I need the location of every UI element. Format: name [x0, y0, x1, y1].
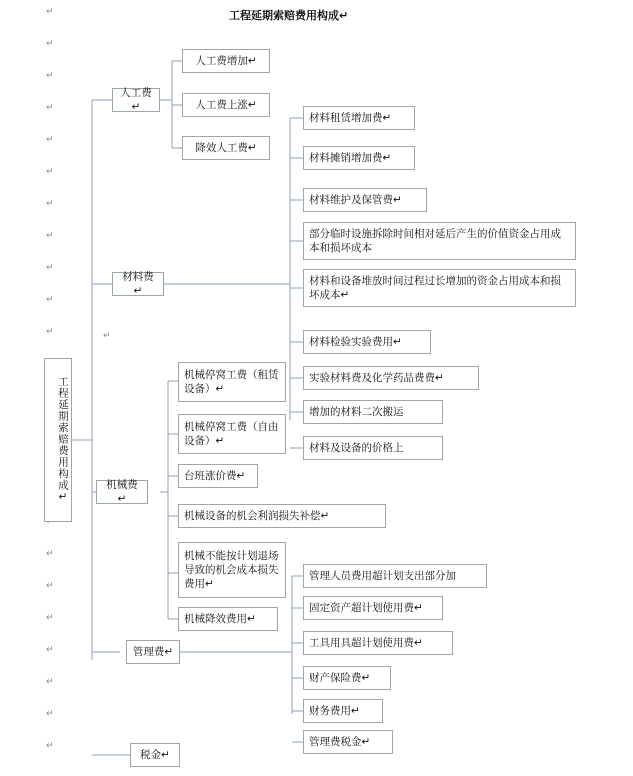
return-mark: ↵	[46, 580, 54, 590]
root-node-label: 工程延期索赔费用构成↵	[57, 376, 69, 504]
leaf-material-3[interactable]	[303, 222, 576, 260]
leaf-material-5-label: 材料检验实验费用↵	[309, 336, 402, 348]
category-labor-label: 人工费↵	[120, 87, 152, 113]
return-mark: ↵	[46, 326, 54, 336]
category-management-label: 管理费↵	[132, 646, 174, 658]
leaf-material-3-label: 部分临时设施拆除时间相对延后产生的价值资金占用成本和损坏成本	[309, 228, 561, 254]
leaf-material-8[interactable]	[303, 436, 443, 460]
return-mark: ↵	[46, 134, 54, 144]
leaf-labor-1-label: 人工费上涨↵	[195, 99, 257, 111]
leaf-machinery-3-label: 机械设备的机会利润损失补偿↵	[184, 510, 330, 522]
return-mark: ↵	[46, 548, 54, 558]
return-mark: ↵	[46, 708, 54, 718]
category-management[interactable]	[126, 640, 180, 664]
category-labor[interactable]	[112, 88, 160, 112]
leaf-management-4-label: 财务费用↵	[309, 705, 360, 717]
return-mark: ↵	[46, 166, 54, 176]
category-machinery-label: 机械费↵	[106, 479, 138, 505]
leaf-labor-1[interactable]	[182, 93, 270, 117]
return-mark: ↵	[46, 6, 54, 16]
leaf-management-2[interactable]	[303, 631, 453, 655]
leaf-management-2-label: 工具用具超计划使用费↵	[309, 637, 423, 649]
leaf-material-2-label: 材料维护及保管费↵	[309, 194, 402, 206]
return-mark: ↵	[46, 102, 54, 112]
return-mark: ↵	[46, 612, 54, 622]
leaf-machinery-4[interactable]	[178, 542, 286, 598]
leaf-machinery-0-label: 机械停窝工费（租赁设备）↵	[184, 369, 279, 395]
category-material-label: 材料费↵	[122, 271, 154, 297]
return-mark: ↵	[46, 740, 54, 750]
leaf-machinery-2-label: 台班涨价费↵	[184, 470, 246, 482]
return-mark: ↵	[46, 198, 54, 208]
leaf-machinery-1-label: 机械停窝工费（自由设备）↵	[184, 421, 279, 447]
leaf-management-1[interactable]	[303, 596, 443, 620]
return-mark: ↵	[46, 644, 54, 654]
page-title: 工程延期索赔费用构成↵	[229, 10, 349, 22]
leaf-material-4-label: 材料和设备堆放时间过程过长增加的资金占用成本和损坏成本↵	[309, 275, 561, 301]
leaf-material-7[interactable]	[303, 400, 443, 424]
leaf-material-1-label: 材料摊销增加费↵	[309, 152, 392, 164]
leaf-labor-0-label: 人工费增加↵	[195, 55, 257, 67]
leaf-material-7-label: 增加的材料二次搬运	[309, 406, 404, 418]
return-mark: ↵	[46, 294, 54, 304]
return-mark: ↵	[103, 330, 111, 340]
category-material[interactable]	[112, 272, 164, 296]
return-mark: ↵	[46, 262, 54, 272]
leaf-labor-2[interactable]	[182, 136, 270, 160]
leaf-machinery-4-label: 机械不能按计划退场导致的机会成本损失费用↵	[184, 550, 279, 590]
leaf-labor-2-label: 降效人工费↵	[195, 142, 257, 154]
category-tax-label: 税金↵	[140, 749, 170, 761]
leaf-material-1[interactable]	[303, 146, 415, 170]
leaf-management-1-label: 固定资产超计划使用费↵	[309, 602, 423, 614]
leaf-management-0-label: 管理人员费用超计划支出部分加	[309, 570, 456, 582]
leaf-management-3[interactable]	[303, 666, 391, 690]
leaf-material-2[interactable]	[303, 188, 427, 212]
leaf-management-5-label: 管理费税金↵	[309, 736, 371, 748]
leaf-machinery-5-label: 机械降效费用↵	[184, 613, 256, 625]
leaf-material-6[interactable]	[303, 366, 479, 390]
leaf-machinery-2[interactable]	[178, 464, 258, 488]
leaf-management-5[interactable]	[303, 730, 393, 754]
leaf-management-0[interactable]	[303, 564, 487, 588]
leaf-machinery-5[interactable]	[178, 607, 278, 631]
leaf-material-4[interactable]	[303, 269, 576, 307]
leaf-machinery-0[interactable]	[178, 362, 286, 402]
leaf-labor-0[interactable]	[182, 49, 270, 73]
leaf-machinery-3[interactable]	[178, 504, 386, 528]
leaf-material-0[interactable]	[303, 106, 415, 130]
category-machinery[interactable]	[96, 480, 148, 504]
leaf-material-0-label: 材料租赁增加费↵	[309, 112, 392, 124]
leaf-material-6-label: 实验材料费及化学药品费费↵	[309, 372, 444, 384]
return-mark: ↵	[46, 38, 54, 48]
return-mark: ↵	[46, 676, 54, 686]
leaf-material-8-label: 材料及设备的价格上	[309, 442, 404, 454]
leaf-management-4[interactable]	[303, 699, 383, 723]
leaf-machinery-1[interactable]	[178, 414, 286, 454]
leaf-management-3-label: 财产保险费↵	[309, 672, 371, 684]
return-mark: ↵	[46, 230, 54, 240]
leaf-material-5[interactable]	[303, 330, 431, 354]
root-node[interactable]	[44, 358, 72, 522]
category-tax[interactable]	[130, 743, 180, 767]
return-mark: ↵	[46, 70, 54, 80]
